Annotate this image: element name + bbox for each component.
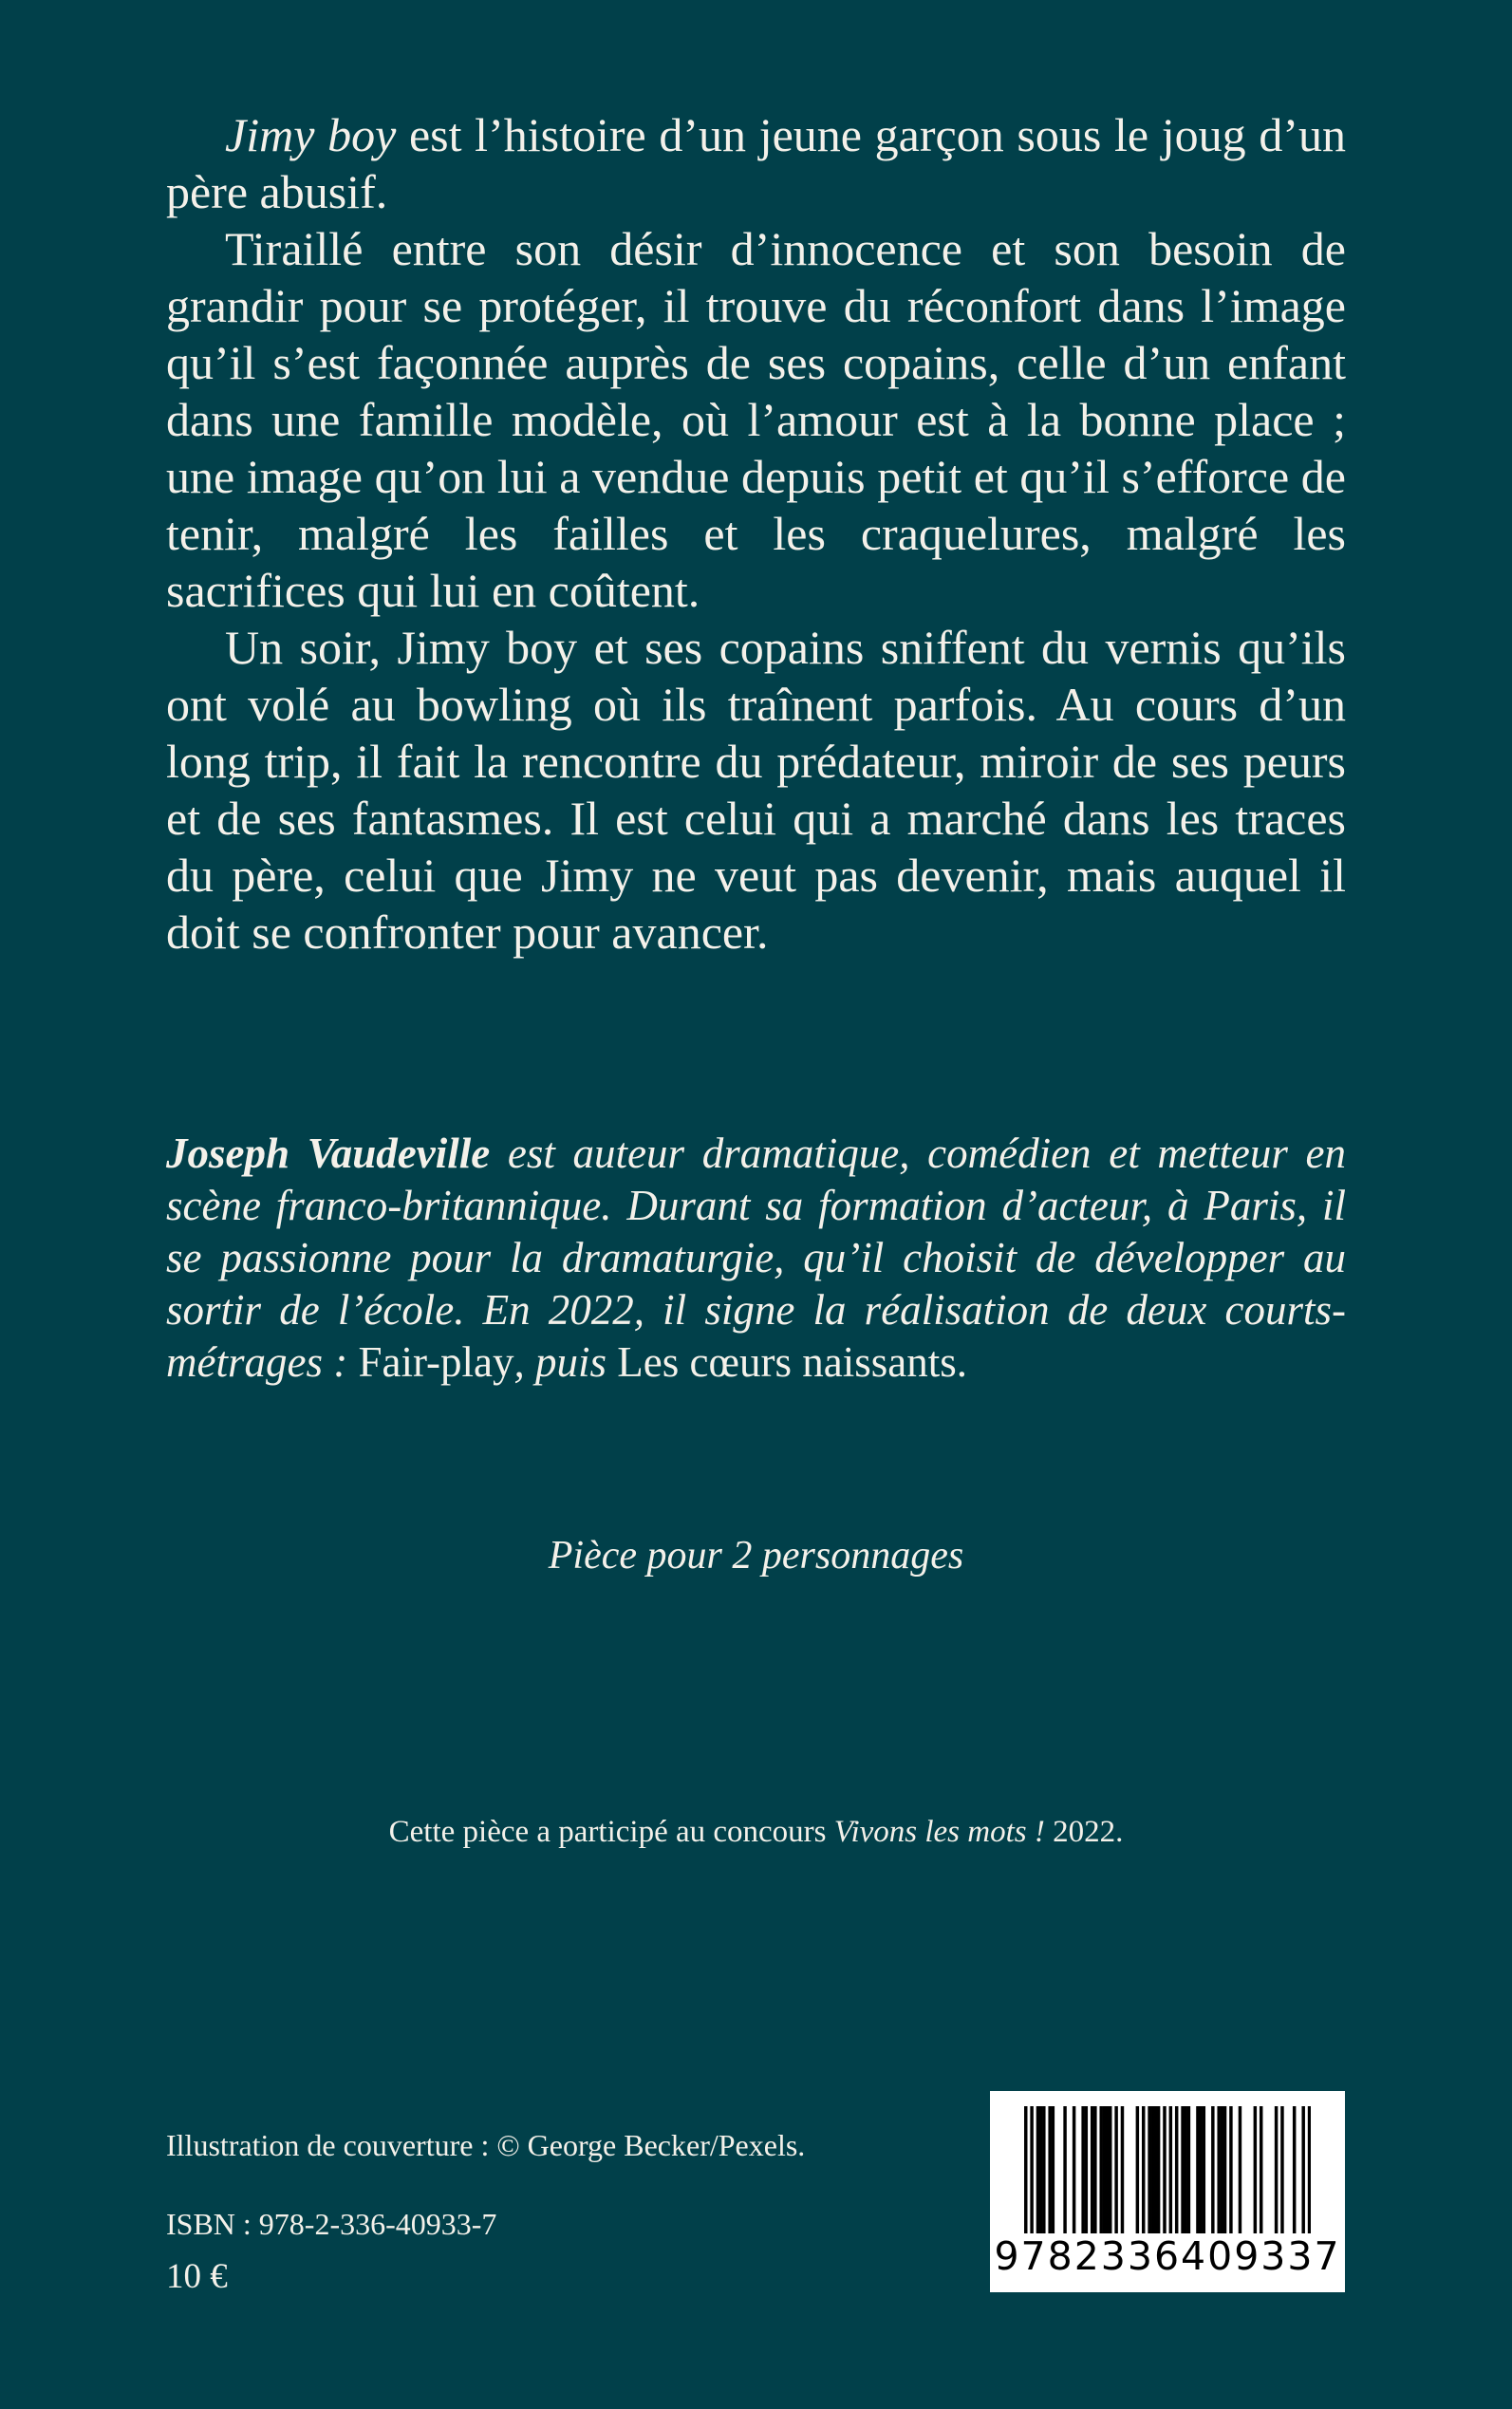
barcode-bar bbox=[1221, 2106, 1223, 2233]
author-bio-text-3: . bbox=[956, 1338, 967, 1386]
barcode-bar bbox=[1114, 2106, 1117, 2233]
barcode-bar bbox=[1181, 2106, 1184, 2233]
author-bio-text-2: , puis bbox=[513, 1338, 618, 1386]
barcode-bar bbox=[1169, 2106, 1172, 2233]
barcode-bar bbox=[1039, 2106, 1042, 2233]
barcode-bar bbox=[1211, 2106, 1214, 2233]
cast-note: Pièce pour 2 personnages bbox=[548, 1534, 964, 1578]
barcode-bar bbox=[1223, 2106, 1226, 2233]
barcode-bar bbox=[1217, 2106, 1220, 2233]
barcode-bar bbox=[1093, 2106, 1096, 2233]
synopsis-paragraph-3: Un soir, Jimy boy et ses copains sniffent du vernis qu’ils ont volé au bowling où ils traînent parfois. Au cours d’un long trip, il fait la rencontre du prédateur, miroir de ses peurs et de ses fantasmes. Il est celui qui a marché dans les traces du père, celui que Jimy ne veut pas devenir, mais auquel il doit se confronter pour avancer. bbox=[166, 621, 1346, 959]
barcode-bar bbox=[1196, 2106, 1199, 2233]
barcode-bar bbox=[1280, 2106, 1283, 2233]
work-title-1: Fair-play bbox=[358, 1338, 514, 1386]
work-title-2: Les cœurs naissants bbox=[617, 1338, 957, 1386]
price: 10 € bbox=[166, 2257, 228, 2296]
barcode-bar bbox=[1048, 2106, 1051, 2233]
synopsis-paragraph-1 bbox=[166, 106, 1346, 220]
barcode-bar bbox=[1036, 2106, 1039, 2233]
barcode-bar bbox=[1157, 2106, 1160, 2233]
barcode-bar bbox=[1073, 2106, 1075, 2233]
barcode-bar bbox=[1239, 2106, 1241, 2233]
contest-prefix: Cette pièce a participé au concours bbox=[388, 1815, 834, 1849]
barcode-bar bbox=[1275, 2106, 1278, 2233]
synopsis bbox=[166, 106, 1346, 961]
barcode-bar bbox=[1063, 2106, 1066, 2233]
barcode-bar bbox=[1085, 2106, 1088, 2233]
barcode-bar bbox=[1308, 2106, 1311, 2233]
contest-note bbox=[0, 1815, 1512, 1850]
book-title: Jimy boy bbox=[225, 108, 397, 161]
barcode-bar bbox=[1142, 2106, 1145, 2233]
barcode-bar bbox=[1103, 2106, 1106, 2233]
barcode-digits: 9782336409337 bbox=[994, 2233, 1341, 2279]
barcode-bar bbox=[1187, 2106, 1190, 2233]
barcode-bar bbox=[1175, 2106, 1178, 2233]
barcode-bar bbox=[1099, 2106, 1102, 2233]
barcode-bar bbox=[1042, 2106, 1045, 2233]
barcode-bar bbox=[1052, 2106, 1055, 2233]
barcode-bar bbox=[1106, 2106, 1109, 2233]
synopsis-paragraph-2: Tiraillé entre son désir d’innocence et son besoin de grandir pour se protéger, il trouve du réconfort dans l’image qu’il s’est façonnée auprès de ses copains, celle d’un enfant dans une famille modèle, où l’amour est à la bonne place ; une image qu’on lui a vendue depuis petit et qu’il s’efforce de tenir, malgré les failles et les craquelures, malgré les sacrifices qui lui en coûtent. bbox=[166, 222, 1346, 617]
barcode-bar bbox=[1229, 2106, 1232, 2233]
author-name: Joseph Vaudeville bbox=[166, 1130, 491, 1177]
contest-name: Vivons les mots ! bbox=[833, 1815, 1045, 1849]
barcode-bar bbox=[1081, 2106, 1084, 2233]
barcode-bar bbox=[1136, 2106, 1139, 2233]
author-bio-text-1: est auteur dramatique, comédien et metteur en scène franco-britannique. Durant sa formation d’acteur, à Paris, il se passionne pour la dramaturgie, qu’il choisit de développer au sortir de l’école. En 2022, il signe la réalisation de deux courts-métrages : bbox=[166, 1130, 1347, 1386]
barcode-bar bbox=[1184, 2106, 1186, 2233]
barcode-bar bbox=[1091, 2106, 1093, 2233]
author-bio-paragraph bbox=[166, 1128, 1346, 1389]
barcode-bar bbox=[1148, 2106, 1150, 2233]
barcode bbox=[990, 2091, 1345, 2292]
contest-suffix: 2022. bbox=[1044, 1815, 1124, 1849]
barcode-bar bbox=[1163, 2106, 1166, 2233]
barcode-bar bbox=[1260, 2106, 1262, 2233]
isbn: ISBN : 978-2-336-40933-7 bbox=[166, 2207, 497, 2241]
barcode-bar bbox=[1293, 2106, 1296, 2233]
cover-credit: Illustration de couverture : © George Becker/Pexels. bbox=[166, 2128, 806, 2162]
synopsis-paragraph-1-text: est l’histoire d’un jeune garçon sous le joug d’un père abusif. bbox=[166, 108, 1346, 218]
barcode-bars bbox=[1024, 2106, 1311, 2233]
barcode-bar bbox=[1199, 2106, 1202, 2233]
barcode-bar bbox=[1203, 2106, 1205, 2233]
barcode-bar bbox=[1301, 2106, 1304, 2233]
barcode-bar bbox=[1254, 2106, 1257, 2233]
barcode-bar bbox=[1024, 2106, 1027, 2233]
barcode-bar bbox=[1030, 2106, 1033, 2233]
barcode-bar bbox=[1151, 2106, 1154, 2233]
author-bio bbox=[166, 1128, 1346, 1389]
barcode-bar bbox=[1121, 2106, 1124, 2233]
barcode-bar bbox=[1109, 2106, 1111, 2233]
barcode-bar bbox=[1154, 2106, 1157, 2233]
